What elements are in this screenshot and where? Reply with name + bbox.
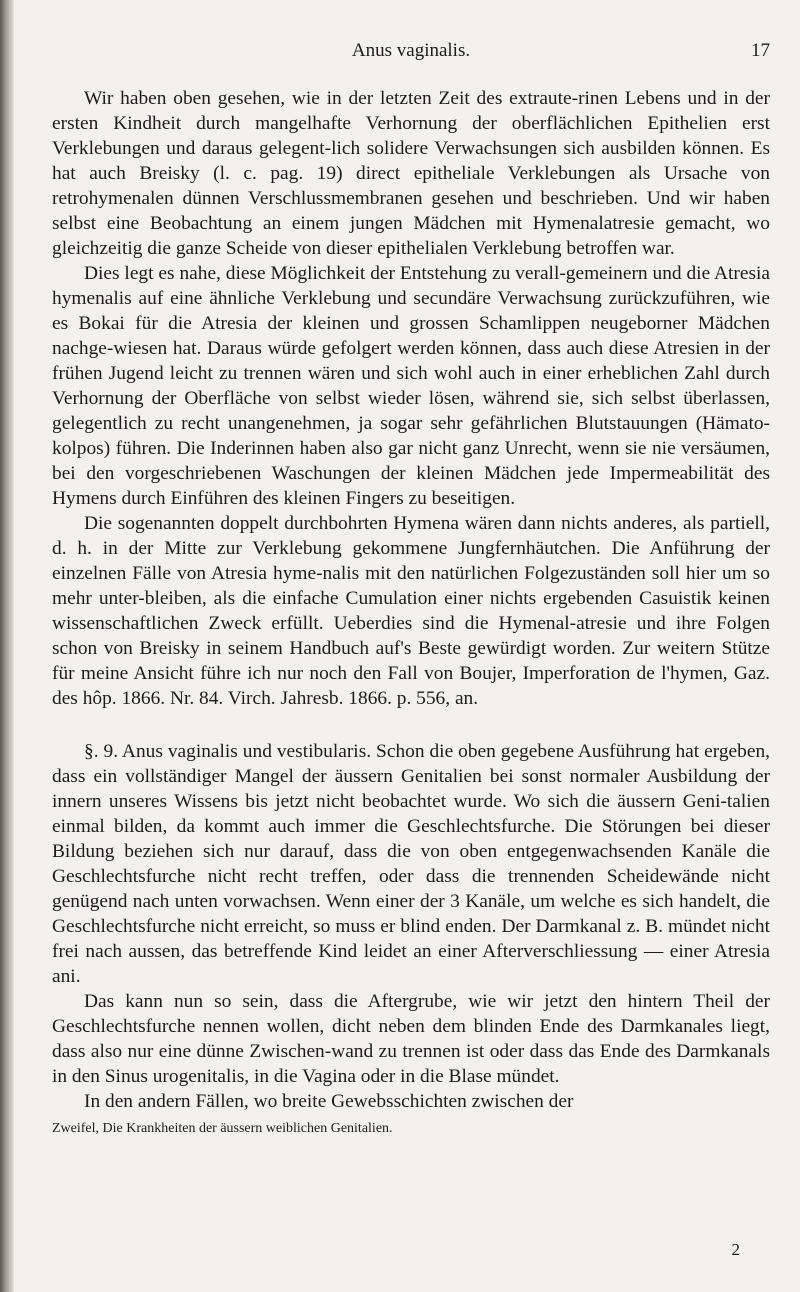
footer-author-note: Zweifel, Die Krankheiten der äussern weiblichen Genitalien.: [52, 1121, 393, 1136]
paragraph-6: In den andern Fällen, wo breite Gewebsschichten zwischen der: [84, 1091, 574, 1112]
book-page: [52, 40, 770, 1270]
running-title: Anus vaginalis.: [351, 40, 471, 61]
book-spine-shadow: [0, 0, 14, 1292]
page-number: 17: [751, 40, 770, 61]
paragraph-5: Das kann nun so sein, dass die Aftergrube, wie wir jetzt den hintern Theil der Geschlechtsfurche nennen wollen, dicht neben dem blinden Ende des Darmkanales liegt, dass also nur eine dünne Zwischen-wand zu trennen ist oder dass das Ende des Darmkanals in den Sinus urogenitalis, in die Vagina oder in die Blase mündet.: [52, 991, 770, 1087]
page-header: [52, 40, 770, 70]
signature-mark: 2: [731, 1240, 740, 1259]
paragraph-3: Die sogenannten doppelt durchbohrten Hymena wären dann nichts anderes, als partiell, d. h. in der Mitte zur Verklebung gekommene Jungfernhäutchen. Die Anführung der einzelnen Fälle von Atresia hyme-nalis mit den natürlichen Folgezuständen soll hier um so mehr unter-bleiben, als die einfache Cumulation einer nichts ergebenden Casuistik keinen wissenschaftlichen Zweck erfüllt. Ueberdies sind die Hymenal-atresie und ihre Folgen schon von Breisky in seinem Handbuch auf's Beste gewürdigt worden. Zur weitern Stütze für meine Ansicht führe ich nur noch den Fall von Boujer, Imperforation de l'hymen, Gaz. des hôp. 1866. Nr. 84. Virch. Jahresb. 1866. p. 556, an.: [52, 513, 770, 709]
paragraph-1: Wir haben oben gesehen, wie in der letzten Zeit des extraute-rinen Lebens und in der ersten Kindheit durch mangelhafte Verhornung der oberflächlichen Epithelien erst Verklebungen und daraus gelegent-lich solidere Verwachsungen sich ausbilden können. Es hat auch Breisky (l. c. pag. 19) direct epitheliale Verklebungen als Ursache von retrohymenalen dünnen Verschlussmembranen gesehen und beschrieben. Und wir haben selbst eine Beobachtung an einem jungen Mädchen mit Hymenalatresie gemacht, wo gleichzeitig die ganze Scheide von dieser epithelialen Verklebung betroffen war.: [52, 88, 770, 259]
paragraph-2: Dies legt es nahe, diese Möglichkeit der Entstehung zu verall-gemeinern und die Atresia hymenalis auf eine ähnliche Verklebung und secundäre Verwachsung zurückzuführen, wie es Bokai für die Atresia der kleinen und grossen Schamlippen neugeborner Mädchen nachge-wiesen hat. Daraus würde gefolgert werden können, dass auch diese Atresien in der frühen Jugend leicht zu trennen wären und sich wohl auch in einer erheblichen Zahl durch Verhornung der Oberfläche von selbst wieder lösen, während sie, sich selbst überlassen, gelegentlich zu recht unangenehmen, ja sogar sehr gefährlichen Blutstauungen (Hämato-kolpos) führen. Die Inderinnen haben also gar nicht ganz Unrecht, wenn sie nie versäumen, bei den vorgeschriebenen Waschungen der kleinen Mädchen jede Impermeabilität des Hymens durch Einführen des kleinen Fingers zu beseitigen.: [52, 263, 770, 509]
section-paragraph-9: §. 9. Anus vaginalis und vestibularis. Schon die oben gegebene Ausführung hat ergeben, dass ein vollständiger Mangel der äussern Genitalien bei sonst normaler Ausbildung der innern unseres Wissens bis jetzt nicht beobachtet wurde. Wo sich die äussern Geni-talien einmal bilden, da kommt auch immer die Geschlechtsfurche. Die Störungen bei dieser Bildung beziehen sich nur darauf, dass die von oben entgegenwachsenden Kanäle die Geschlechtsfurche nicht recht treffen, oder dass die trennenden Scheidewände nicht genügend nach unten vorwachsen. Wenn einer der 3 Kanäle, um welche es sich handelt, die Geschlechtsfurche nicht erreicht, so muss er blind enden. Der Darmkanal z. B. mündet nicht frei nach aussen, das betreffende Kind leidet an einer Afterverschliessung — einer Atresia ani.: [52, 741, 770, 987]
